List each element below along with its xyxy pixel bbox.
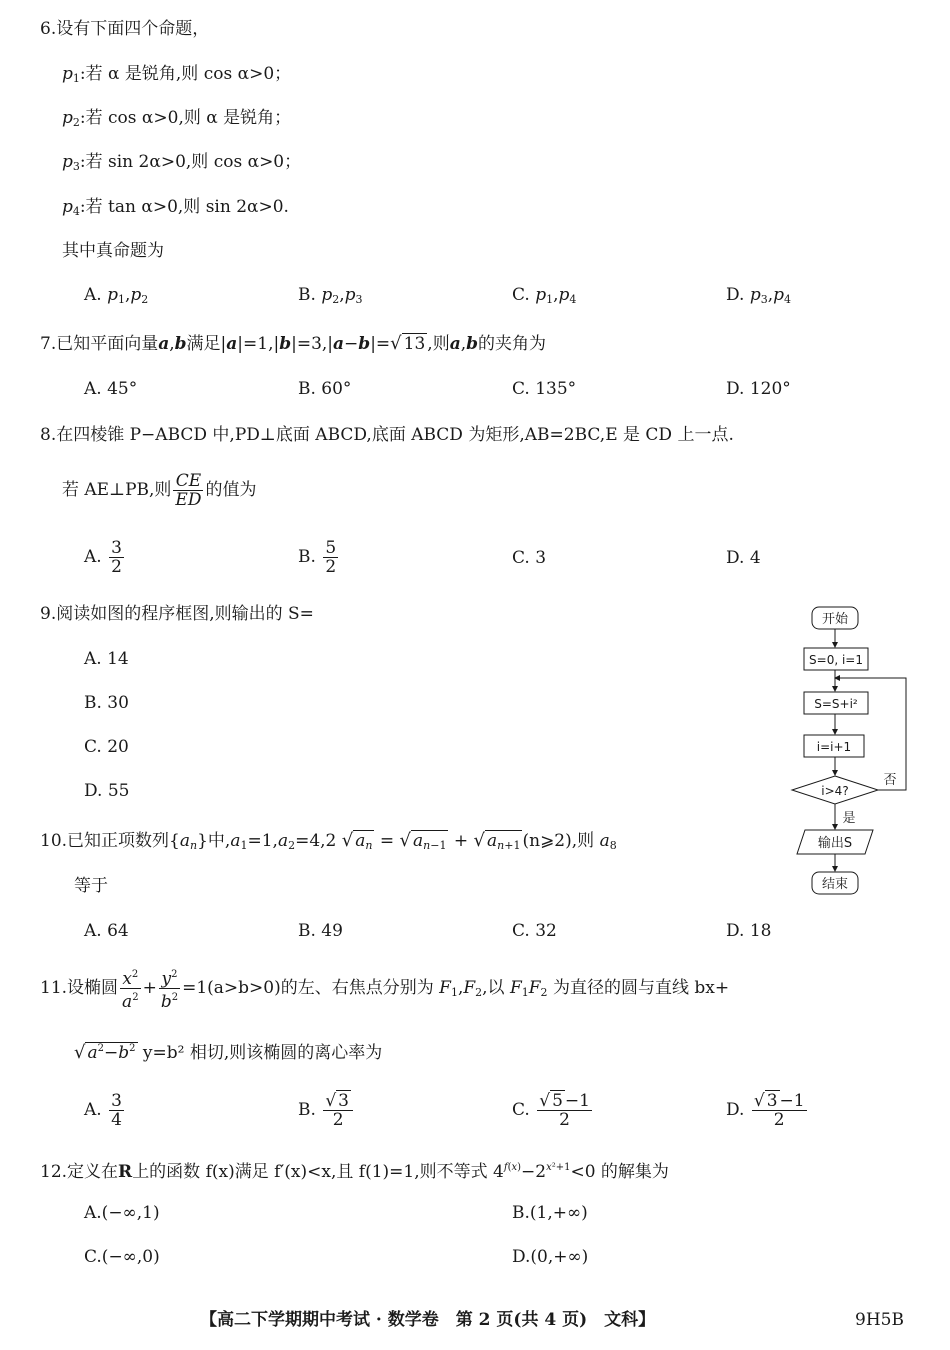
- q7-option-d: D. 120°: [726, 379, 791, 399]
- q6-option-b: B. $p_2,p_3$: [298, 285, 363, 306]
- flow-loop-text: S=S+i²: [814, 697, 858, 711]
- q12-option-c: C.(−∞,0): [84, 1247, 160, 1267]
- q6-prop-3: $p_3$:若 sin 2α>0,则 cos α>0；: [62, 152, 302, 173]
- q12-option-a: A.(−∞,1): [84, 1203, 160, 1223]
- q10-option-c: C. 32: [512, 921, 557, 941]
- q8-stem-line2: 若 AE⊥PB,则 $\frac{CE}{ED}$ 的值为: [62, 471, 257, 510]
- q10-stem-line2: 等于: [74, 876, 108, 896]
- q7-option-c: C. 135°: [512, 379, 577, 399]
- q12-option-d: D.(0,+∞): [512, 1247, 589, 1267]
- q8-stem-line1: 8.在四棱锥 P−ABCD 中,PD⊥底面 ABCD,底面 ABCD 为矩形,AB=2BC,E 是 CD 上一点.: [40, 425, 734, 445]
- q9-option-a: A. 14: [84, 649, 129, 669]
- q6-prop-1: $p_1$:若 α 是锐角,则 cos α>0；: [62, 64, 292, 85]
- q6-prop-2: $p_2$:若 cos α>0,则 α 是锐角；: [62, 108, 292, 129]
- q10-stem: 10.已知正项数列$\{a_n\}$中$,a_1=1,a_2=4,2$ √ $a_n$ = √ $a_{n-1}$ + √ $a_{n+1}$ (n⩾2),则 $a_8$: [40, 830, 617, 852]
- q11-option-d: D. $\frac{√ 3 -1}{2}$: [726, 1091, 805, 1130]
- program-flowchart: [785, 600, 915, 900]
- q8-option-b: B. $\frac{5}{2}$: [298, 538, 337, 577]
- flow-inc-text: i=i+1: [816, 740, 852, 754]
- q10-option-d: D. 18: [726, 921, 772, 941]
- flow-no-label: 否: [883, 773, 897, 788]
- flow-yes-label: 是: [842, 811, 856, 826]
- q6-option-a: A. $p_1,p_2$: [84, 285, 149, 306]
- flow-init-text: S=0, i=1: [809, 653, 863, 667]
- q7-stem: 7.已知平面向量a,b满足|a|=1,|b|=3,|a−b|=√ 13 ,则a,b的夹角为: [40, 333, 547, 354]
- q7-option-a: A. 45°: [84, 379, 138, 399]
- flow-end-text: 结束: [821, 877, 849, 892]
- q12-option-b: B.(1,+∞): [512, 1203, 588, 1223]
- q9-option-b: B. 30: [84, 693, 129, 713]
- q9-option-c: C. 20: [84, 737, 129, 757]
- flow-start-text: 开始: [821, 612, 849, 627]
- q11-stem: 11.设椭圆 $\frac{x^2}{a^2}$ + $\frac{y^2}{b^2}$ =1(a>b>0)的左、右焦点分别为 $F_1,F_2$,以 $F_1F_2$ 为直径的圆与直线 bx+: [40, 966, 729, 1013]
- q6-ask: 其中真命题为: [62, 241, 164, 261]
- q6-option-d: D. $p_3,p_4$: [726, 285, 792, 306]
- q11-option-c: C. $\frac{√ 5 -1}{2}$: [512, 1091, 590, 1130]
- q6-option-c: C. $p_1,p_4$: [512, 285, 577, 306]
- q8-option-a: A. $\frac{3}{2}$: [84, 538, 122, 577]
- q6-prop-4: $p_4$:若 tan α>0,则 sin 2α>0.: [62, 197, 289, 218]
- q8-option-c: C. 3: [512, 548, 547, 568]
- q11-stem-line2: √ $a^2-b^2$ y=b² 相切,则该椭圆的离心率为: [74, 1042, 383, 1063]
- q11-option-b: B. $\frac{√ 3}{2}$: [298, 1090, 355, 1130]
- q12-stem: 12.定义在R上的函数 f(x)满足 f′(x)<x,且 f(1)=1,则不等式 $4^{f(x)}-2^{x^2+1}<0$ 的解集为: [40, 1162, 669, 1182]
- q10-option-a: A. 64: [84, 921, 129, 941]
- q7-option-b: B. 60°: [298, 379, 352, 399]
- q6-stem: 6.设有下面四个命题，: [40, 19, 210, 39]
- q10-option-b: B. 49: [298, 921, 343, 941]
- q9-stem: 9.阅读如图的程序框图,则输出的 S=: [40, 604, 314, 624]
- q11-option-a: A. $\frac{3}{4}$: [84, 1091, 122, 1130]
- flow-cond-text: i>4?: [821, 784, 849, 798]
- footer-title: 【高二下学期期中考试 · 数学卷 第 2 页(共 4 页) 文科】: [200, 1310, 656, 1330]
- q9-option-d: D. 55: [84, 781, 130, 801]
- footer-code: 9H5B: [855, 1310, 904, 1330]
- flow-output-text: 输出S: [817, 836, 853, 851]
- q8-option-d: D. 4: [726, 548, 761, 568]
